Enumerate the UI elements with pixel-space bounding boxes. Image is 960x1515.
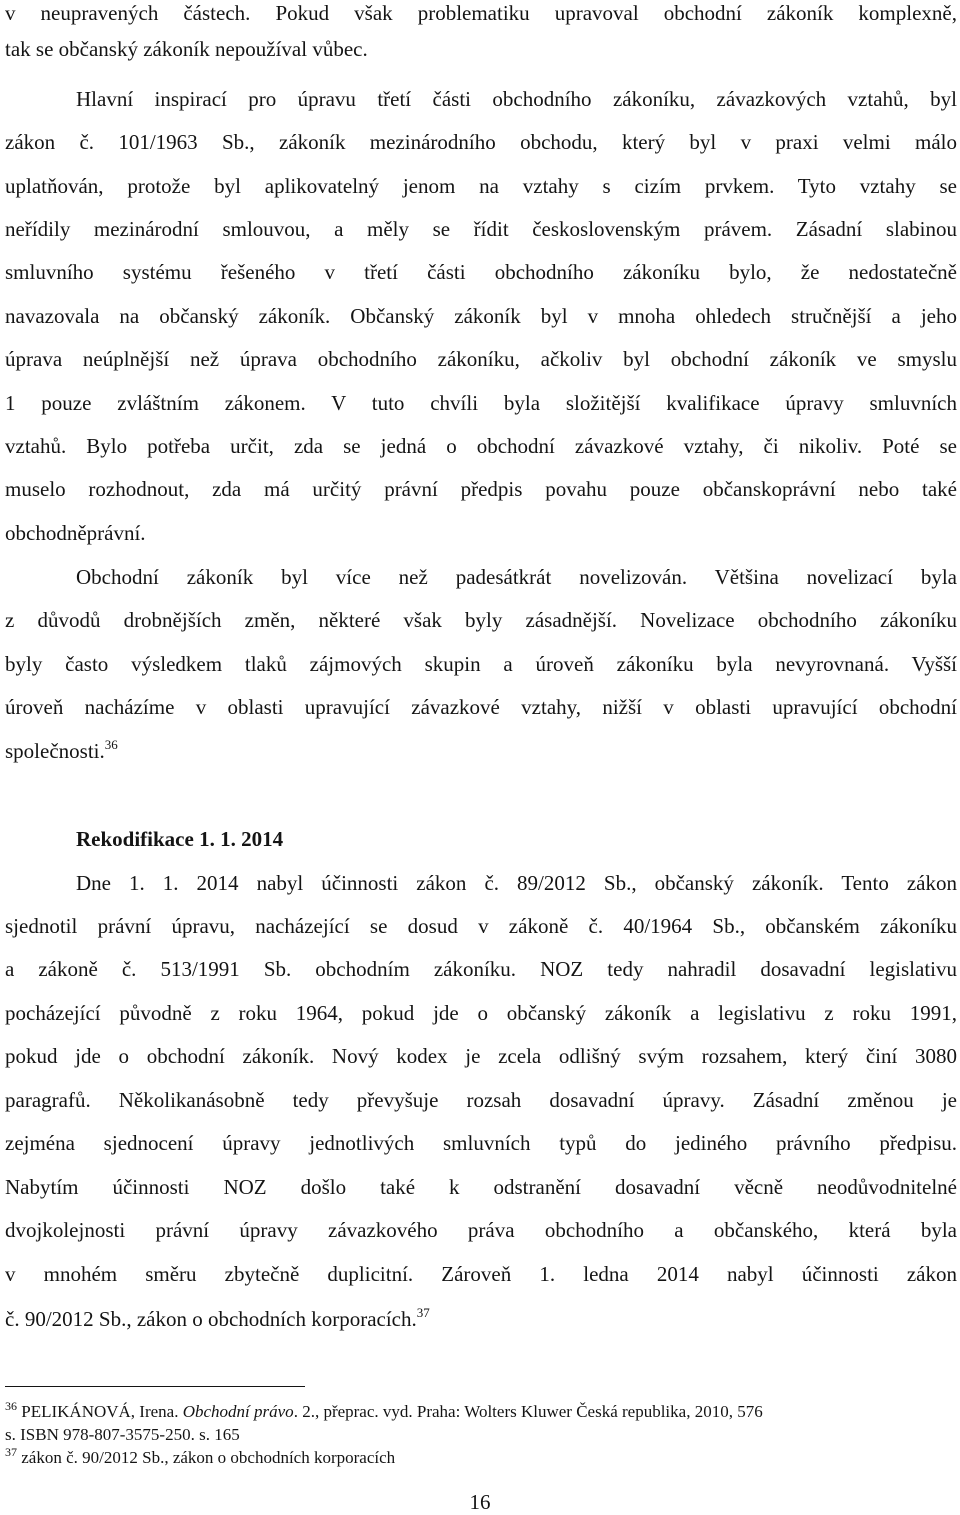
text-line: Nabytím účinnosti NOZ došlo také k odstranění dosavadní věcně neodůvodnitelné <box>5 1175 957 1199</box>
text-line: obchodněprávní. <box>5 521 146 545</box>
text-line: sjednotil právní úpravu, nacházející se dosud v zákoně č. 40/1964 Sb., občanském zákoníku <box>5 914 957 938</box>
text-line: tak se občanský zákoník nepoužíval vůbec. <box>5 37 368 61</box>
text-line: paragrafů. Několikanásobně tedy převyšuje rozsah dosavadní úpravy. Zásadní změnou je <box>5 1088 957 1112</box>
text-line: smluvního systému řešeného v třetí části obchodního zákoníku bylo, že nedostatečně <box>5 260 957 284</box>
footnote-text: zákon č. 90/2012 Sb., zákon o obchodních korporacích <box>21 1448 396 1467</box>
text-line: Dne 1. 1. 2014 nabyl účinnosti zákon č. 89/2012 Sb., občanský zákoník. Tento zákon <box>76 871 957 895</box>
text-line: dvojkolejnosti právní úpravy závazkového práva obchodního a občanského, která byla <box>5 1218 957 1242</box>
text-line: vztahů. Bylo potřeba určit, zda se jedná o obchodní závazkové vztahy, či nikoliv. Poté se <box>5 434 957 458</box>
text-line: zejména sjednocení úpravy jednotlivých smluvních typů do jediného právního předpisu. <box>5 1131 957 1155</box>
text-line: úroveň nacházíme v oblasti upravující závazkové vztahy, nižší v oblasti upravující obchodní <box>5 695 957 719</box>
footnote-number: 36 <box>5 1401 17 1413</box>
text-line-content: č. 90/2012 Sb., zákon o obchodních korporacích. <box>5 1307 417 1331</box>
footnote-title: Obchodní právo <box>182 1402 294 1421</box>
footnote-divider <box>5 1386 305 1387</box>
footnote-number: 37 <box>5 1447 17 1459</box>
footnote-36-continuation: s. ISBN 978-807-3575-250. s. 165 <box>5 1425 240 1444</box>
text-line: z důvodů drobnějších změn, některé však byly zásadnější. Novelizace obchodního zákoníku <box>5 608 957 632</box>
footnote-reference[interactable]: 36 <box>104 738 118 752</box>
text-line: muselo rozhodnout, zda má určitý právní předpis povahu pouze občanskoprávní nebo také <box>5 477 957 501</box>
text-line: úprava neúplnější než úprava obchodního zákoníku, ačkoliv byl obchodní zákoník ve smyslu <box>5 347 957 371</box>
footnote-reference[interactable]: 37 <box>416 1306 430 1320</box>
footnote-text: . 2., přeprac. vyd. Praha: Wolters Kluwer Česká republika, 2010, 576 <box>293 1402 763 1421</box>
text-line: zákon č. 101/1963 Sb., zákoník mezinárodního obchodu, který byl v praxi velmi málo <box>5 130 957 154</box>
text-line: v mnohém směru zbytečně duplicitní. Zároveň 1. ledna 2014 nabyl účinnosti zákon <box>5 1262 957 1286</box>
section-heading: Rekodifikace 1. 1. 2014 <box>76 827 284 851</box>
text-line: a zákoně č. 513/1991 Sb. obchodním zákoníku. NOZ tedy nahradil dosavadní legislativu <box>5 957 957 981</box>
text-line: neřídily mezinárodní smlouvou, a měly se řídit československým právem. Zásadní slabinou <box>5 217 957 241</box>
text-line: pokud jde o obchodní zákoník. Nový kodex je zcela odlišný svým rozsahem, který činí 3080 <box>5 1044 957 1068</box>
text-line-content: společnosti. <box>5 739 105 763</box>
text-line: pocházející původně z roku 1964, pokud jde o občanský zákoník a legislativu z roku 1991, <box>5 1001 957 1025</box>
footnote-37 <box>5 1447 960 1469</box>
text-line: navazovala na občanský zákoník. Občanský zákoník byl v mnoha ohledech stručnější a jeho <box>5 304 957 328</box>
text-line: v neupravených částech. Pokud však problematiku upravoval obchodní zákoník komplexně, <box>5 1 957 25</box>
text-line: uplatňován, protože byl aplikovatelný jenom na vztahy s cizím prvkem. Tyto vztahy se <box>5 174 957 198</box>
page-number: 16 <box>469 1490 491 1514</box>
text-line <box>5 738 957 764</box>
text-line <box>5 1306 957 1332</box>
text-line: byly často výsledkem tlaků zájmových skupin a úroveň zákoníku byla nevyrovnaná. Vyšší <box>5 652 957 676</box>
footnote-author: PELIKÁNOVÁ, Irena. <box>21 1402 179 1421</box>
text-line: Obchodní zákoník byl více než padesátkrát novelizován. Většina novelizací byla <box>76 565 957 589</box>
footnote-36 <box>5 1401 960 1423</box>
text-line: Hlavní inspirací pro úpravu třetí části obchodního zákoníku, závazkových vztahů, byl <box>76 87 957 111</box>
text-line: 1 pouze zvláštním zákonem. V tuto chvíli byla složitější kvalifikace úpravy smluvních <box>5 391 957 415</box>
